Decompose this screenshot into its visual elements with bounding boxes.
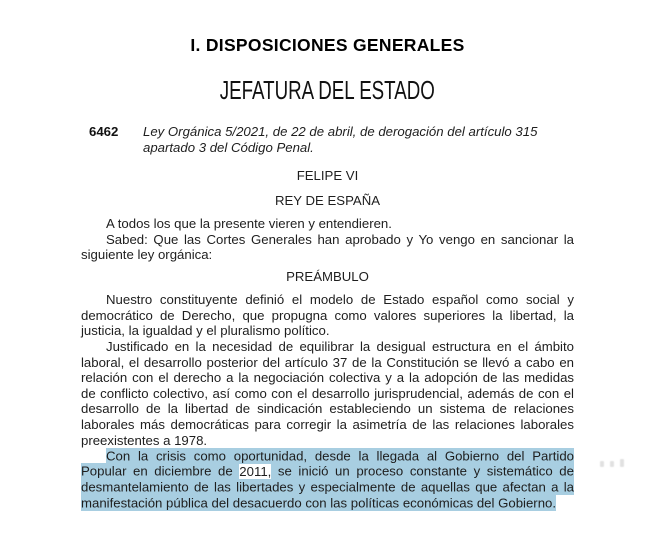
preamble-heading: PREÁMBULO <box>286 268 369 284</box>
highlighted-text-before: Con la crisis como oportunidad, desde la llegada al Gobierno del Partido Popular en diciembre de <box>81 448 574 479</box>
intro-block <box>81 216 574 263</box>
unhighlighted-year: 2011, <box>239 463 272 479</box>
artifact-mark-1 <box>600 461 604 467</box>
highlighted-text-after: se inició un proceso constante y sistemático de desmantelamiento de las libertades y especialmente de aquellas que afectan a la manifestación pública del desacuerdo con las políticas económicas del Gobierno. <box>81 463 574 510</box>
faint-artifact-marks <box>600 457 634 467</box>
enactment-formula: Sabed: Que las Cortes Generales han aprobado y Yo vengo en sancionar la siguiente ley orgánica: <box>81 231 574 263</box>
artifact-mark-2 <box>610 461 614 467</box>
disposition-number: 6462 <box>89 124 119 139</box>
disposition-title: Ley Orgánica 5/2021, de 22 de abril, de derogación del artículo 315 apartado 3 del Código Penal. <box>143 124 538 155</box>
salutation-line: A todos los que la presente vieren y entendieren. <box>106 216 392 231</box>
preamble-paragraph-1: Nuestro constituyente definió el modelo de Estado español como social y democrático de Derecho, que propugna como valores superiores la libertad, la justicia, la igualdad y el pluralismo político. <box>81 292 574 339</box>
monarch-name: FELIPE VI <box>296 168 359 183</box>
preamble-body <box>81 292 574 510</box>
section-title: I. DISPOSICIONES GENERALES <box>190 35 465 55</box>
disposition-item <box>81 124 574 155</box>
issuer-heading-text: JEFATURA DEL ESTADO <box>220 75 435 105</box>
document-page <box>81 0 574 511</box>
preamble-paragraph-2: Justificado en la necesidad de equilibrar la desigual estructura en el ámbito laboral, el desarrollo posterior del artículo 37 de la Constitución se llevó a cabo en relación con el derecho a la negociación colectiva y a la adopción de las medidas de conflicto colectivo, así como con el desarrollo jurisprudencial, además de con el desarrollo de la libertad de sindicación estableciendo un sistema de relaciones laborales más democráticas para corregir la asimetría de las relaciones laborales preexistentes a 1978. <box>81 339 574 448</box>
artifact-mark-3 <box>620 459 624 467</box>
monarch-title: REY DE ESPAÑA <box>274 192 381 208</box>
issuer-heading <box>81 77 574 103</box>
preamble-paragraph-3-highlighted <box>81 448 574 510</box>
